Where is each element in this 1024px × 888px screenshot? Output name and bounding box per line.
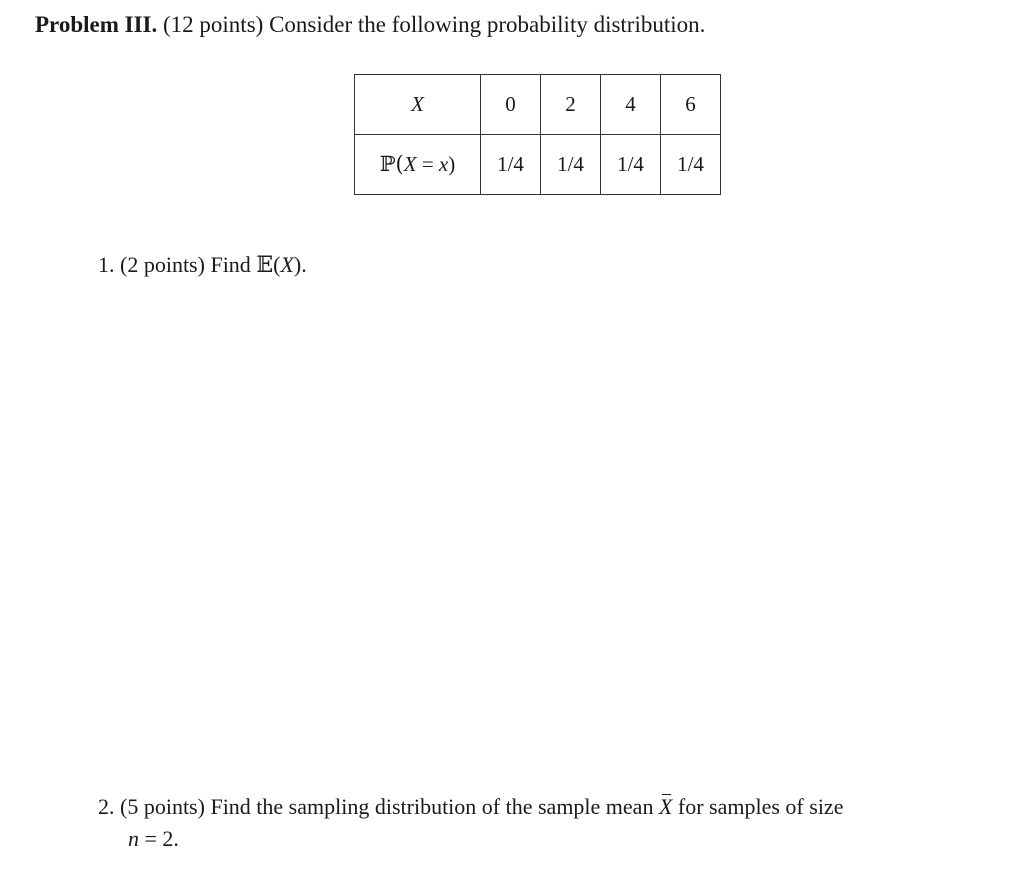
question-1-number: 1. (98, 252, 115, 277)
table-cell-p-0: 1/4 (481, 135, 541, 195)
table-header-x: X (355, 75, 481, 135)
problem-intro: Consider the following probability distribution. (269, 12, 706, 37)
question-2 (98, 791, 1013, 855)
question-2-line-2: n = 2. (128, 826, 179, 851)
table-row-probability (355, 135, 721, 195)
table-cell-x-3: 6 (661, 75, 721, 135)
question-1 (98, 249, 307, 282)
problem-title: Problem III. (35, 12, 158, 37)
problem-heading (35, 12, 705, 38)
table-header-probability: ℙ(X = x) (355, 135, 481, 195)
table-cell-p-3: 1/4 (661, 135, 721, 195)
problem-points: (12 points) (163, 12, 264, 37)
question-2-line-1: 2. (5 points) Find the sampling distribution of the sample mean X for samples of size (98, 791, 1013, 823)
question-2-points: (5 points) (120, 794, 205, 819)
table-cell-p-2: 1/4 (601, 135, 661, 195)
table-cell-x-2: 4 (601, 75, 661, 135)
question-1-points: (2 points) (120, 252, 205, 277)
question-1-text: Find 𝔼(X). (210, 252, 307, 278)
table-row-x (355, 75, 721, 135)
sample-mean-symbol: X (659, 791, 672, 823)
probability-distribution-table (354, 74, 721, 195)
table-cell-x-0: 0 (481, 75, 541, 135)
table-cell-p-1: 1/4 (541, 135, 601, 195)
question-2-number: 2. (98, 794, 115, 819)
table-cell-x-1: 2 (541, 75, 601, 135)
